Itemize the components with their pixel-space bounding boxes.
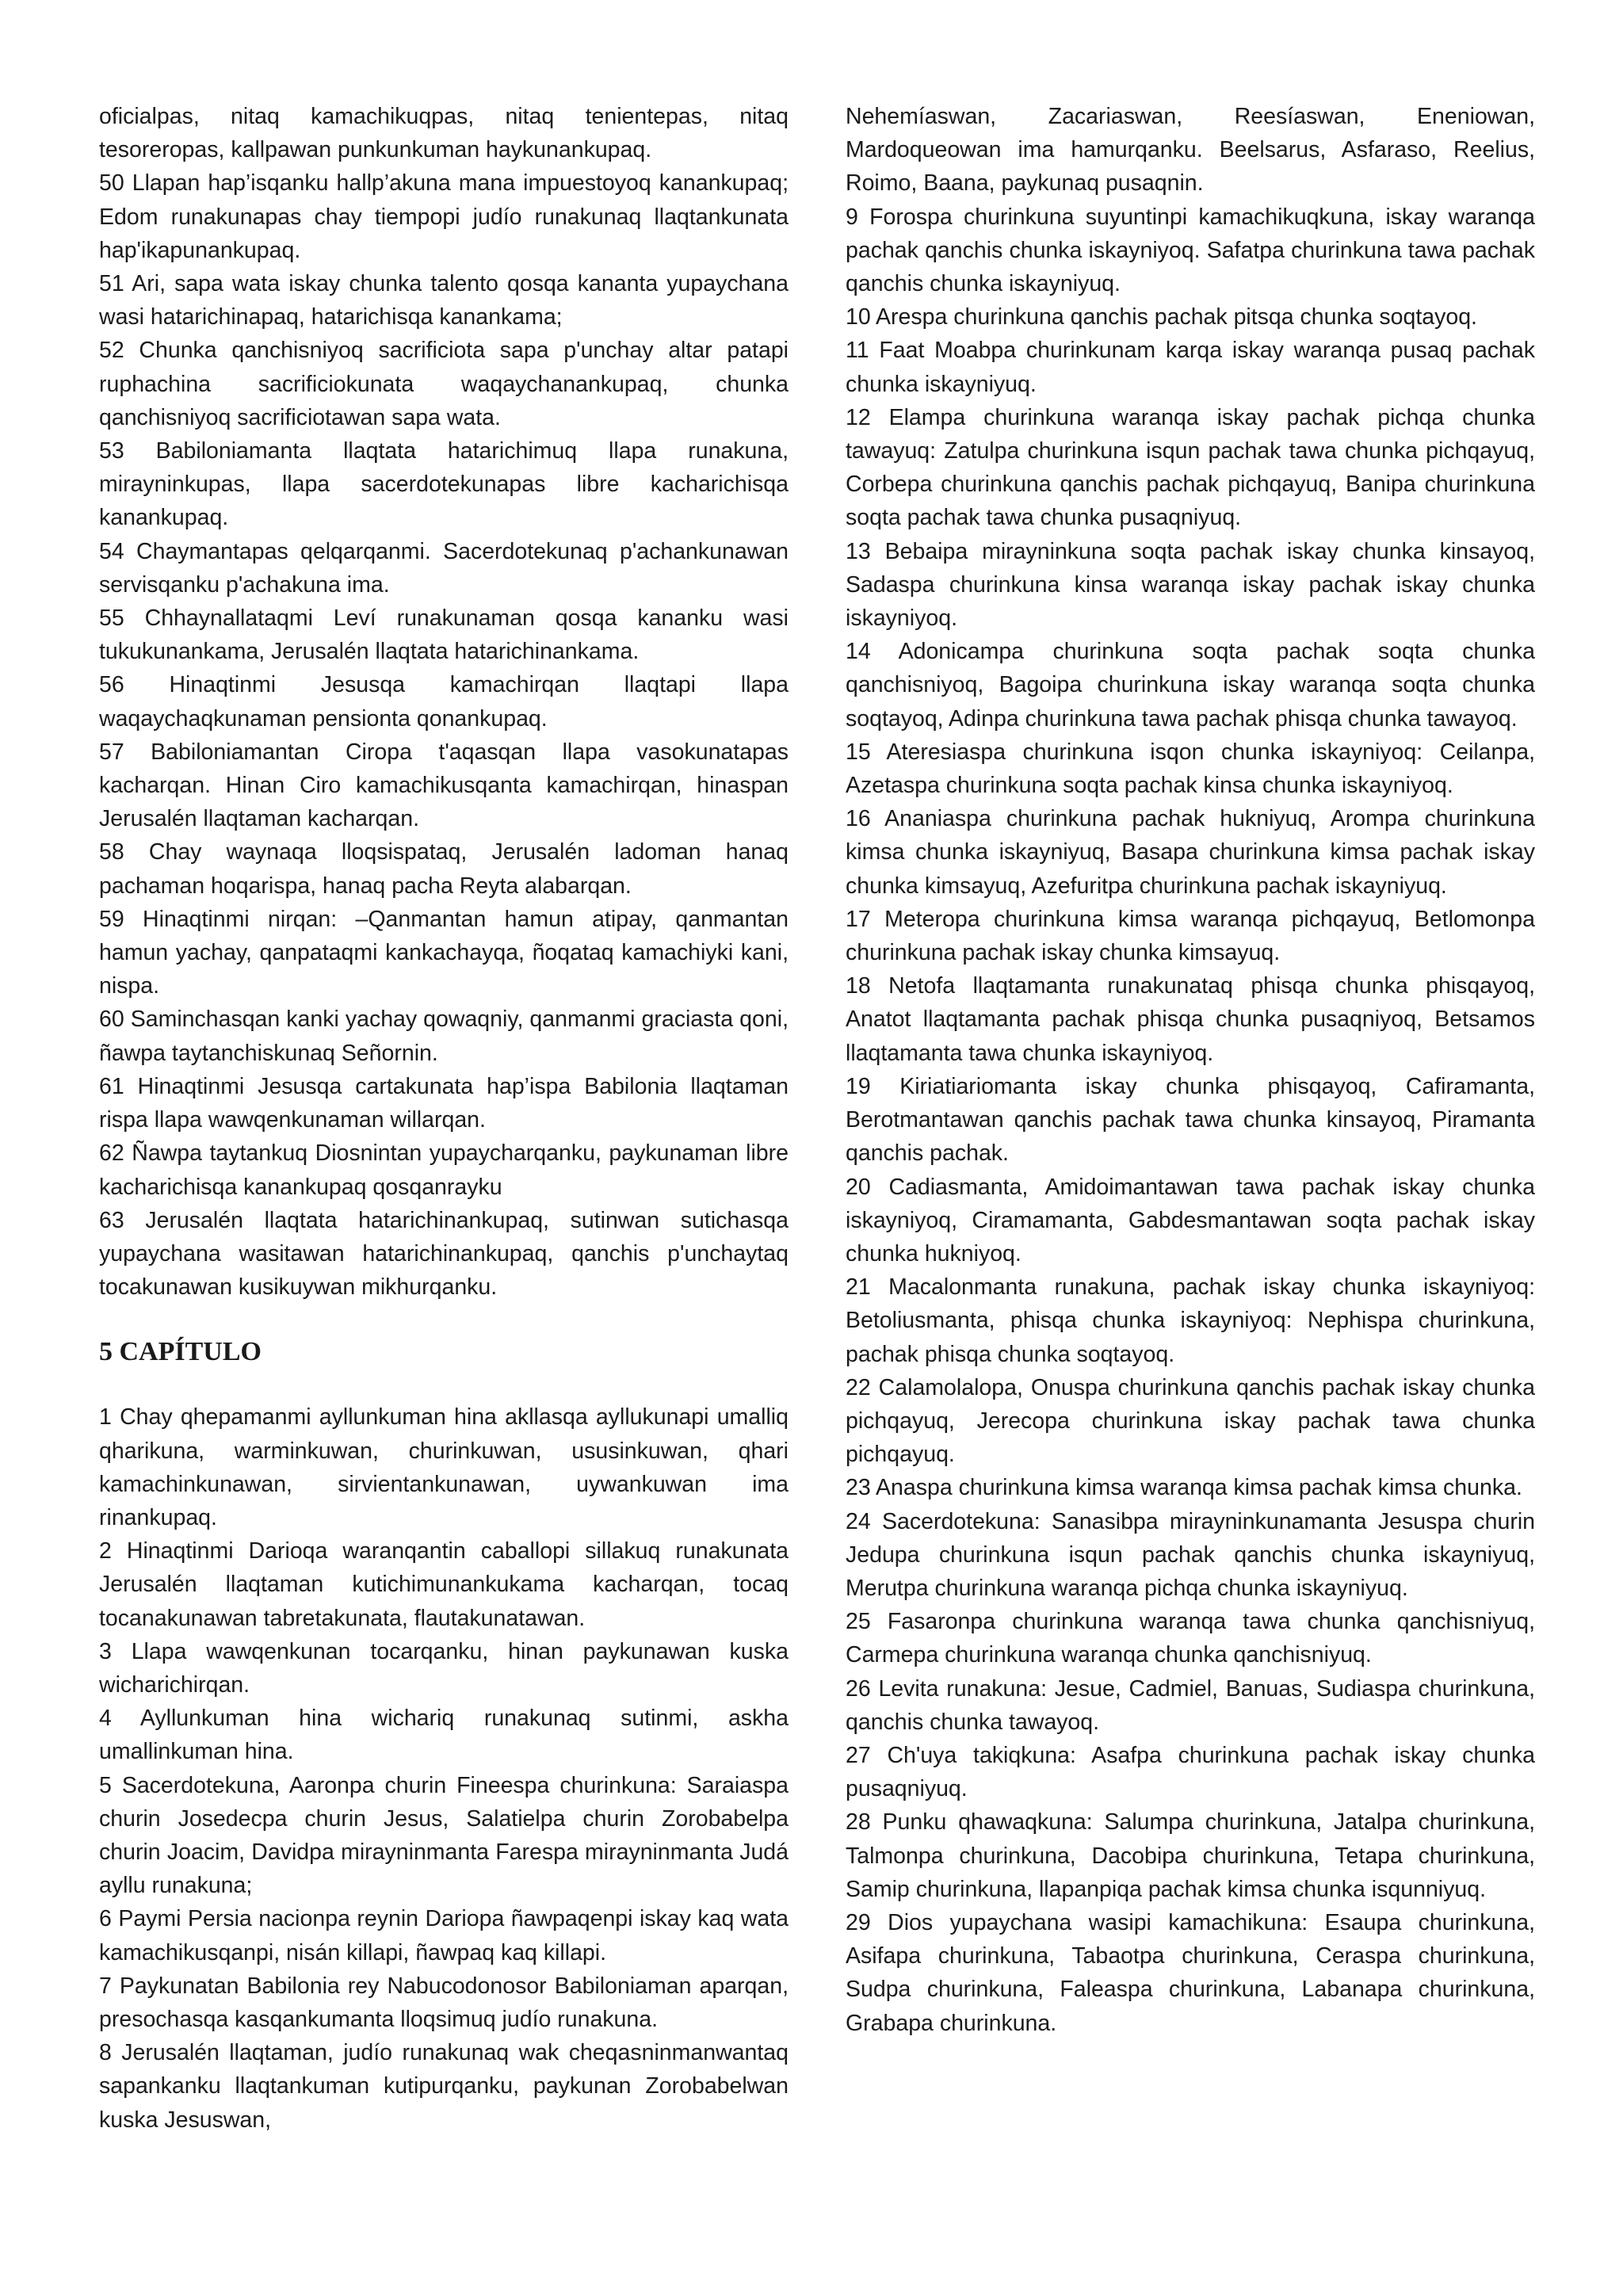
verse: 23 Anaspa churinkuna kimsa waranqa kimsa pachak kimsa chunka.: [846, 1475, 1522, 1501]
verse: 54 Chaymantapas qelqarqanmi. Sacerdotekunaq p'achankunawan servisqanku p'achakuna ima.: [99, 538, 789, 598]
verse: 24 Sacerdotekuna: Sanasibpa mirayninkunamanta Jesuspa churin Jedupa churinkuna isqun pachak qanchis chunka iskayniyuq, Merutpa churinkuna waranqa pichqa chunka iskayniyuq.: [846, 1508, 1535, 1601]
verse: 29 Dios yupaychana wasipi kamachikuna: Esaupa churinkuna, Asifapa churinkuna, Tabaotpa churinkuna, Ceraspa churinkuna, Sudpa churinkuna, Faleaspa churinkuna, Labanapa churinkuna, Grabapa churinkuna.: [846, 1909, 1535, 2036]
verse: Nehemíaswan, Zacariaswan, Reesíaswan, Eneniowan, Mardoqueowan ima hamurqanku. Beelsarus, Asfaraso, Reelius, Roimo, Baana, paykunaq pusaqnin.: [846, 104, 1535, 197]
verse: 5 Sacerdotekuna, Aaronpa churin Fineespa churinkuna: Saraiaspa churin Josedecpa churin Jesus, Salatielpa churin Zorobabelpa churin Joacim, Davidpa mirayninmanta Farespa mirayninmanta Judá ayllu runakuna;: [99, 1772, 789, 1899]
verse: 58 Chay waynaqa lloqsispataq, Jerusalén ladoman hanaq pachaman hoqarispa, hanaq pacha Reyta alabarqan.: [99, 839, 789, 899]
verse: 57 Babiloniamantan Ciropa t'aqasqan llapa vasokunatapas kacharqan. Hinan Ciro kamachikusqanta kamachirqan, hinaspan Jerusalén llaqtaman kacharqan.: [99, 739, 789, 832]
verse: 52 Chunka qanchisniyoq sacrificiota sapa p'unchay altar patapi ruphachina sacrificiokunata waqaychanankupaq, chunka qanchisniyoq sacrificiotawan sapa wata.: [99, 338, 789, 430]
verse: 17 Meteropa churinkuna kimsa waranqa pichqayuq, Betlomonpa churinkuna pachak iskay chunka kimsayuq.: [846, 906, 1535, 966]
verse: 26 Levita runakuna: Jesue, Cadmiel, Banuas, Sudiaspa churinkuna, qanchis chunka tawayoq.: [846, 1675, 1535, 1735]
verse: 60 Saminchasqan kanki yachay qowaqniy, qanmanmi graciasta qoni, ñawpa taytanchiskunaq Señornin.: [99, 1007, 789, 1066]
verse: 14 Adonicampa churinkuna soqta pachak soqta chunka qanchisniyoq, Bagoipa churinkuna iskay waranqa soqta chunka soqtayoq, Adinpa churinkuna tawa pachak phisqa chunka tawayoq.: [846, 639, 1535, 732]
verse: 6 Paymi Persia nacionpa reynin Dariopa ñawpaqenpi iskay kaq wata kamachikusqanpi, nisán killapi, ñawpaq kaq killapi.: [99, 1906, 789, 1966]
verse: 55 Chhaynallataqmi Leví runakunaman qosqa kananku wasi tukukunankama, Jerusalén llaqtata hatarichinankama.: [99, 606, 789, 665]
verse: 21 Macalonmanta runakuna, pachak iskay chunka iskayniyoq: Betoliusmanta, phisqa chunka iskayniyoq: Nephispa churinkuna, pachak phisqa chunka soqtayoq.: [846, 1274, 1535, 1367]
left-column: [99, 100, 789, 2137]
verse: 18 Netofa llaqtamanta runakunataq phisqa chunka phisqayoq, Anatot llaqtamanta pachak phisqa chunka pusaqniyoq, Betsamos llaqtamanta tawa chunka iskayniyoq.: [846, 973, 1535, 1066]
verse: 16 Ananiaspa churinkuna pachak hukniyuq, Arompa churinkuna kimsa chunka iskayniyuq, Basapa churinkuna kimsa pachak iskay chunka kimsayuq, Azefuritpa churinkuna pachak iskayniyuq.: [846, 806, 1535, 899]
verse: 7 Paykunatan Babilonia rey Nabucodonosor Babiloniaman aparqan, presochasqa kasqankumanta lloqsimuq judío runakuna.: [99, 1973, 789, 2032]
verse: 1 Chay qhepamanmi ayllunkuman hina akllasqa ayllukunapi umalliq qharikuna, warminkuwan, churinkuwan, ususinkuwan, qhari kamachinkunawan, sirvientankunawan, uywankuwan ima rinankupaq.: [99, 1404, 789, 1530]
verse: 59 Hinaqtinmi nirqan: –Qanmantan hamun atipay, qanmantan hamun yachay, qanpataqmi kankachayqa, ñoqataq kamachiyki kani, nispa.: [99, 906, 789, 999]
verse: 10 Arespa churinkuna qanchis pachak pitsqa chunka soqtayoq.: [846, 304, 1477, 330]
verse: 25 Fasaronpa churinkuna waranqa tawa chunka qanchisniyuq, Carmepa churinkuna waranqa chunka qanchisniyuq.: [846, 1609, 1535, 1668]
verse: 62 Ñawpa taytankuq Diosnintan yupaycharqanku, paykunaman libre kacharichisqa kanankupaq qosqanrayku: [99, 1140, 789, 1200]
verse: 61 Hinaqtinmi Jesusqa cartakunata hap’ispa Babilonia llaqtaman rispa llapa wawqenkunaman willarqan.: [99, 1073, 789, 1133]
verse: 53 Babiloniamanta llaqtata hatarichimuq llapa runakuna, mirayninkupas, llapa sacerdotekunapas libre kacharichisqa kanankupaq.: [99, 438, 789, 531]
verse: 20 Cadiasmanta, Amidoimantawan tawa pachak iskay chunka iskayniyoq, Ciramamanta, Gabdesmantawan soqta pachak iskay chunka hukniyoq.: [846, 1174, 1535, 1266]
verse: 63 Jerusalén llaqtata hatarichinankupaq, sutinwan sutichasqa yupaychana wasitawan hatarichinankupaq, qanchis p'unchaytaq tocakunawan kusikuywan mikhurqanku.: [99, 1207, 789, 1301]
verse: 19 Kiriatiariomanta iskay chunka phisqayoq, Cafiramanta, Berotmantawan qanchis pachak tawa chunka kinsayoq, Piramanta qanchis pachak.: [846, 1073, 1535, 1167]
verse: 13 Bebaipa mirayninkuna soqta pachak iskay chunka kinsayoq, Sadaspa churinkuna kinsa waranqa iskay pachak iskay chunka iskayniyoq.: [846, 538, 1535, 632]
verse: 50 Llapan hap’isqanku hallp’akuna mana impuestoyoq kanankupaq; Edom runakunapas chay tiempopi judío runakunaq llaqtankunata hap'ikapunankupaq.: [99, 170, 789, 263]
verse: 3 Llapa wawqenkunan tocarqanku, hinan paykunawan kuska wicharichirqan.: [99, 1638, 789, 1698]
verse: 2 Hinaqtinmi Darioqa waranqantin caballopi sillakuq runakunata Jerusalén llaqtaman kutichimunankukama kacharqan, tocaq tocanakunawan tabretakunata, flautakunatawan.: [99, 1538, 789, 1631]
verse: 11 Faat Moabpa churinkunam karqa iskay waranqa pusaq pachak chunka iskayniyuq.: [846, 338, 1535, 397]
verse: 8 Jerusalén llaqtaman, judío runakunaq wak cheqasninmanwantaq sapankanku llaqtankuman kutipurqanku, paykunan Zorobabelwan kuska Jesuswan,: [99, 2040, 789, 2133]
verse: 15 Ateresiaspa churinkuna isqon chunka iskayniyoq: Ceilanpa, Azetaspa churinkuna soqta pachak kinsa chunka iskayniyoq.: [846, 739, 1535, 799]
verse: 56 Hinaqtinmi Jesusqa kamachirqan llaqtapi llapa waqaychaqkunaman pensionta qonankupaq.: [99, 672, 789, 732]
verse: 9 Forospa churinkuna suyuntinpi kamachikuqkuna, iskay waranqa pachak qanchis chunka iskayniyoq. Safatpa churinkuna tawa pachak qanchis chunka iskayniyuq.: [846, 204, 1535, 297]
chapter-heading: 5 CAPÍTULO: [99, 1337, 262, 1367]
right-column: [846, 100, 1535, 2040]
verse: 28 Punku qhawaqkuna: Salumpa churinkuna, Jatalpa churinkuna, Talmonpa churinkuna, Dacobipa churinkuna, Tetapa churinkuna, Samip churinkuna, llapanpiqa pachak kimsa chunka isqunniyuq.: [846, 1809, 1535, 1902]
verse: 4 Ayllunkuman hina wichariq runakunaq sutinmi, askha umallinkuman hina.: [99, 1706, 789, 1765]
verse: 27 Ch'uya takiqkuna: Asafpa churinkuna pachak iskay chunka pusaqniyuq.: [846, 1742, 1535, 1802]
verse: oficialpas, nitaq kamachikuqpas, nitaq tenientepas, nitaq tesoreropas, kallpawan punkunkuman haykunankupaq.: [99, 104, 789, 163]
verse: 51 Ari, sapa wata iskay chunka talento qosqa kananta yupaychana wasi hatarichinapaq, hatarichisqa kanankama;: [99, 271, 789, 330]
verse: 12 Elampa churinkuna waranqa iskay pachak pichqa chunka tawayuq: Zatulpa churinkuna isqun pachak tawa chunka pichqayuq, Corbepa churinkuna qanchis pachak pichqayuq, Banipa churinkuna soqta pachak tawa chunka pusaqniyuq.: [846, 404, 1535, 531]
verse: 22 Calamolalopa, Onuspa churinkuna qanchis pachak iskay chunka pichqayuq, Jerecopa churinkuna iskay pachak tawa chunka pichqayuq.: [846, 1374, 1535, 1468]
